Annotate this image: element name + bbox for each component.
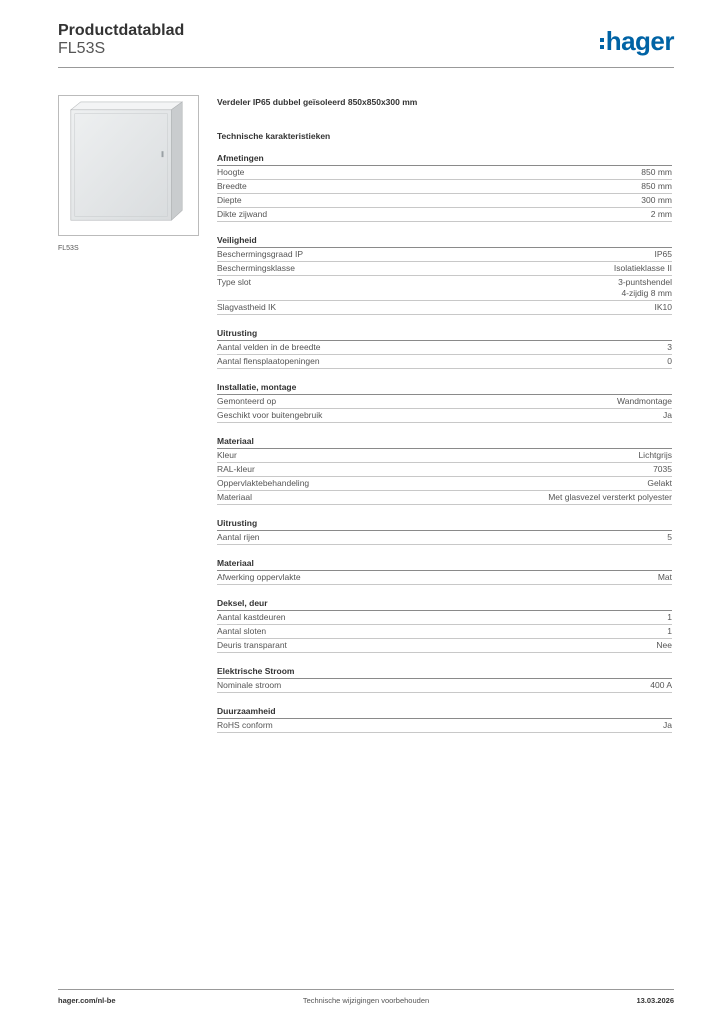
spec-value: 400 A [650, 680, 672, 690]
spec-section [217, 597, 672, 653]
spec-row [217, 531, 672, 545]
spec-row [217, 166, 672, 180]
spec-row [217, 679, 672, 693]
spec-label: Aantal rijen [217, 532, 260, 542]
spec-value: Wandmontage [617, 396, 672, 406]
spec-row [217, 639, 672, 653]
spec-content [217, 96, 672, 745]
header-divider [58, 67, 674, 68]
spec-section [217, 327, 672, 369]
spec-label: Beschermingsklasse [217, 263, 295, 273]
spec-row [217, 625, 672, 639]
spec-row [217, 395, 672, 409]
spec-label: Aantal sloten [217, 626, 267, 636]
hager-logo[interactable] [600, 28, 674, 54]
spec-value: IK10 [654, 302, 672, 312]
spec-value: Met glasvezel versterkt polyester [548, 492, 672, 502]
spec-value: Nee [656, 640, 672, 650]
spec-value: 1 [667, 612, 672, 622]
spec-row [217, 719, 672, 733]
section-header: Installatie, montage [217, 381, 672, 395]
spec-label: Beschermingsgraad IP [217, 249, 303, 259]
spec-value: Isolatieklasse II [613, 263, 672, 273]
spec-label: Materiaal [217, 492, 252, 502]
spec-row [217, 477, 672, 491]
spec-section [217, 234, 672, 315]
product-description: Verdeler IP65 dubbel geïsoleerd 850x850x300 mm [217, 97, 418, 107]
spec-row [217, 463, 672, 477]
section-header: Uitrusting [217, 517, 672, 531]
spec-label: Aantal kastdeuren [217, 612, 286, 622]
spec-label: RAL-kleur [217, 464, 255, 474]
spec-row [217, 301, 672, 315]
spec-row [217, 449, 672, 463]
spec-label: Afwerking oppervlakte [217, 572, 301, 582]
spec-row [217, 355, 672, 369]
spec-value: 0 [667, 356, 672, 366]
spec-section [217, 152, 672, 222]
spec-value: IP65 [654, 249, 672, 259]
spec-label: Deuris transparant [217, 640, 287, 650]
spec-row [217, 194, 672, 208]
spec-value: 5 [667, 532, 672, 542]
spec-sections [217, 152, 672, 733]
spec-section [217, 705, 672, 733]
section-header: Elektrische Stroom [217, 665, 672, 679]
spec-section [217, 517, 672, 545]
spec-row [217, 611, 672, 625]
spec-section [217, 381, 672, 423]
document-title: Productdatablad [58, 22, 185, 39]
logo-text: hager [605, 26, 674, 56]
spec-label: Dikte zijwand [217, 209, 268, 219]
section-header: Uitrusting [217, 327, 672, 341]
spec-value: 850 mm [641, 181, 672, 191]
spec-row [217, 491, 672, 505]
spec-value: 1 [667, 626, 672, 636]
spec-value: 7035 [653, 464, 672, 474]
spec-label: Gemonteerd op [217, 396, 277, 406]
spec-row [217, 409, 672, 423]
spec-label: Breedte [217, 181, 247, 191]
spec-label: Oppervlaktebehandeling [217, 478, 310, 488]
spec-row [217, 341, 672, 355]
tech-characteristics-title: Technische karakteristieken [217, 131, 331, 141]
spec-row [217, 248, 672, 262]
spec-label: Hoogte [217, 167, 245, 177]
section-header: Duurzaamheid [217, 705, 672, 719]
spec-value: Gelakt [647, 478, 672, 488]
footer-divider [58, 989, 674, 990]
spec-row [217, 180, 672, 194]
footer-date: 13.03.2026 [636, 996, 674, 1005]
spec-label: Nominale stroom [217, 680, 282, 690]
image-caption: FL53S [58, 245, 79, 252]
spec-value: Mat [657, 572, 672, 582]
spec-label: Aantal flensplaatopeningen [217, 356, 320, 366]
spec-value: 300 mm [641, 195, 672, 205]
spec-row [217, 208, 672, 222]
spec-value: Lichtgrijs [638, 450, 672, 460]
spec-row [217, 571, 672, 585]
footer-notice: Technische wijzigingen voorbehouden [302, 996, 430, 1005]
spec-label: Slagvastheid IK [217, 302, 277, 312]
spec-value: 3 [667, 342, 672, 352]
spec-row [217, 262, 672, 276]
spec-section [217, 435, 672, 505]
product-image [58, 95, 199, 236]
spec-value: 3-puntshendel 4-zijdig 8 mm [618, 277, 672, 298]
spec-section [217, 557, 672, 585]
section-header: Materiaal [217, 557, 672, 571]
spec-row [217, 276, 672, 301]
spec-label: Geschikt voor buitengebruik [217, 410, 323, 420]
spec-label: Aantal velden in de breedte [217, 342, 321, 352]
product-code: FL53S [58, 40, 106, 57]
spec-label: Type slot [217, 277, 252, 287]
section-header: Deksel, deur [217, 597, 672, 611]
cabinet-product-image [59, 96, 198, 235]
spec-label: Diepte [217, 195, 242, 205]
section-header: Veiligheid [217, 234, 672, 248]
spec-value: 850 mm [641, 167, 672, 177]
spec-value: Ja [663, 410, 672, 420]
hager-logo-dots-icon [600, 38, 604, 49]
spec-label: Kleur [217, 450, 237, 460]
footer-website-link[interactable]: hager.com/nl-be [58, 996, 116, 1005]
spec-value: 2 mm [650, 209, 672, 219]
spec-value: Ja [663, 720, 672, 730]
section-header: Materiaal [217, 435, 672, 449]
spec-label: RoHS conform [217, 720, 273, 730]
section-header: Afmetingen [217, 152, 672, 166]
spec-section [217, 665, 672, 693]
